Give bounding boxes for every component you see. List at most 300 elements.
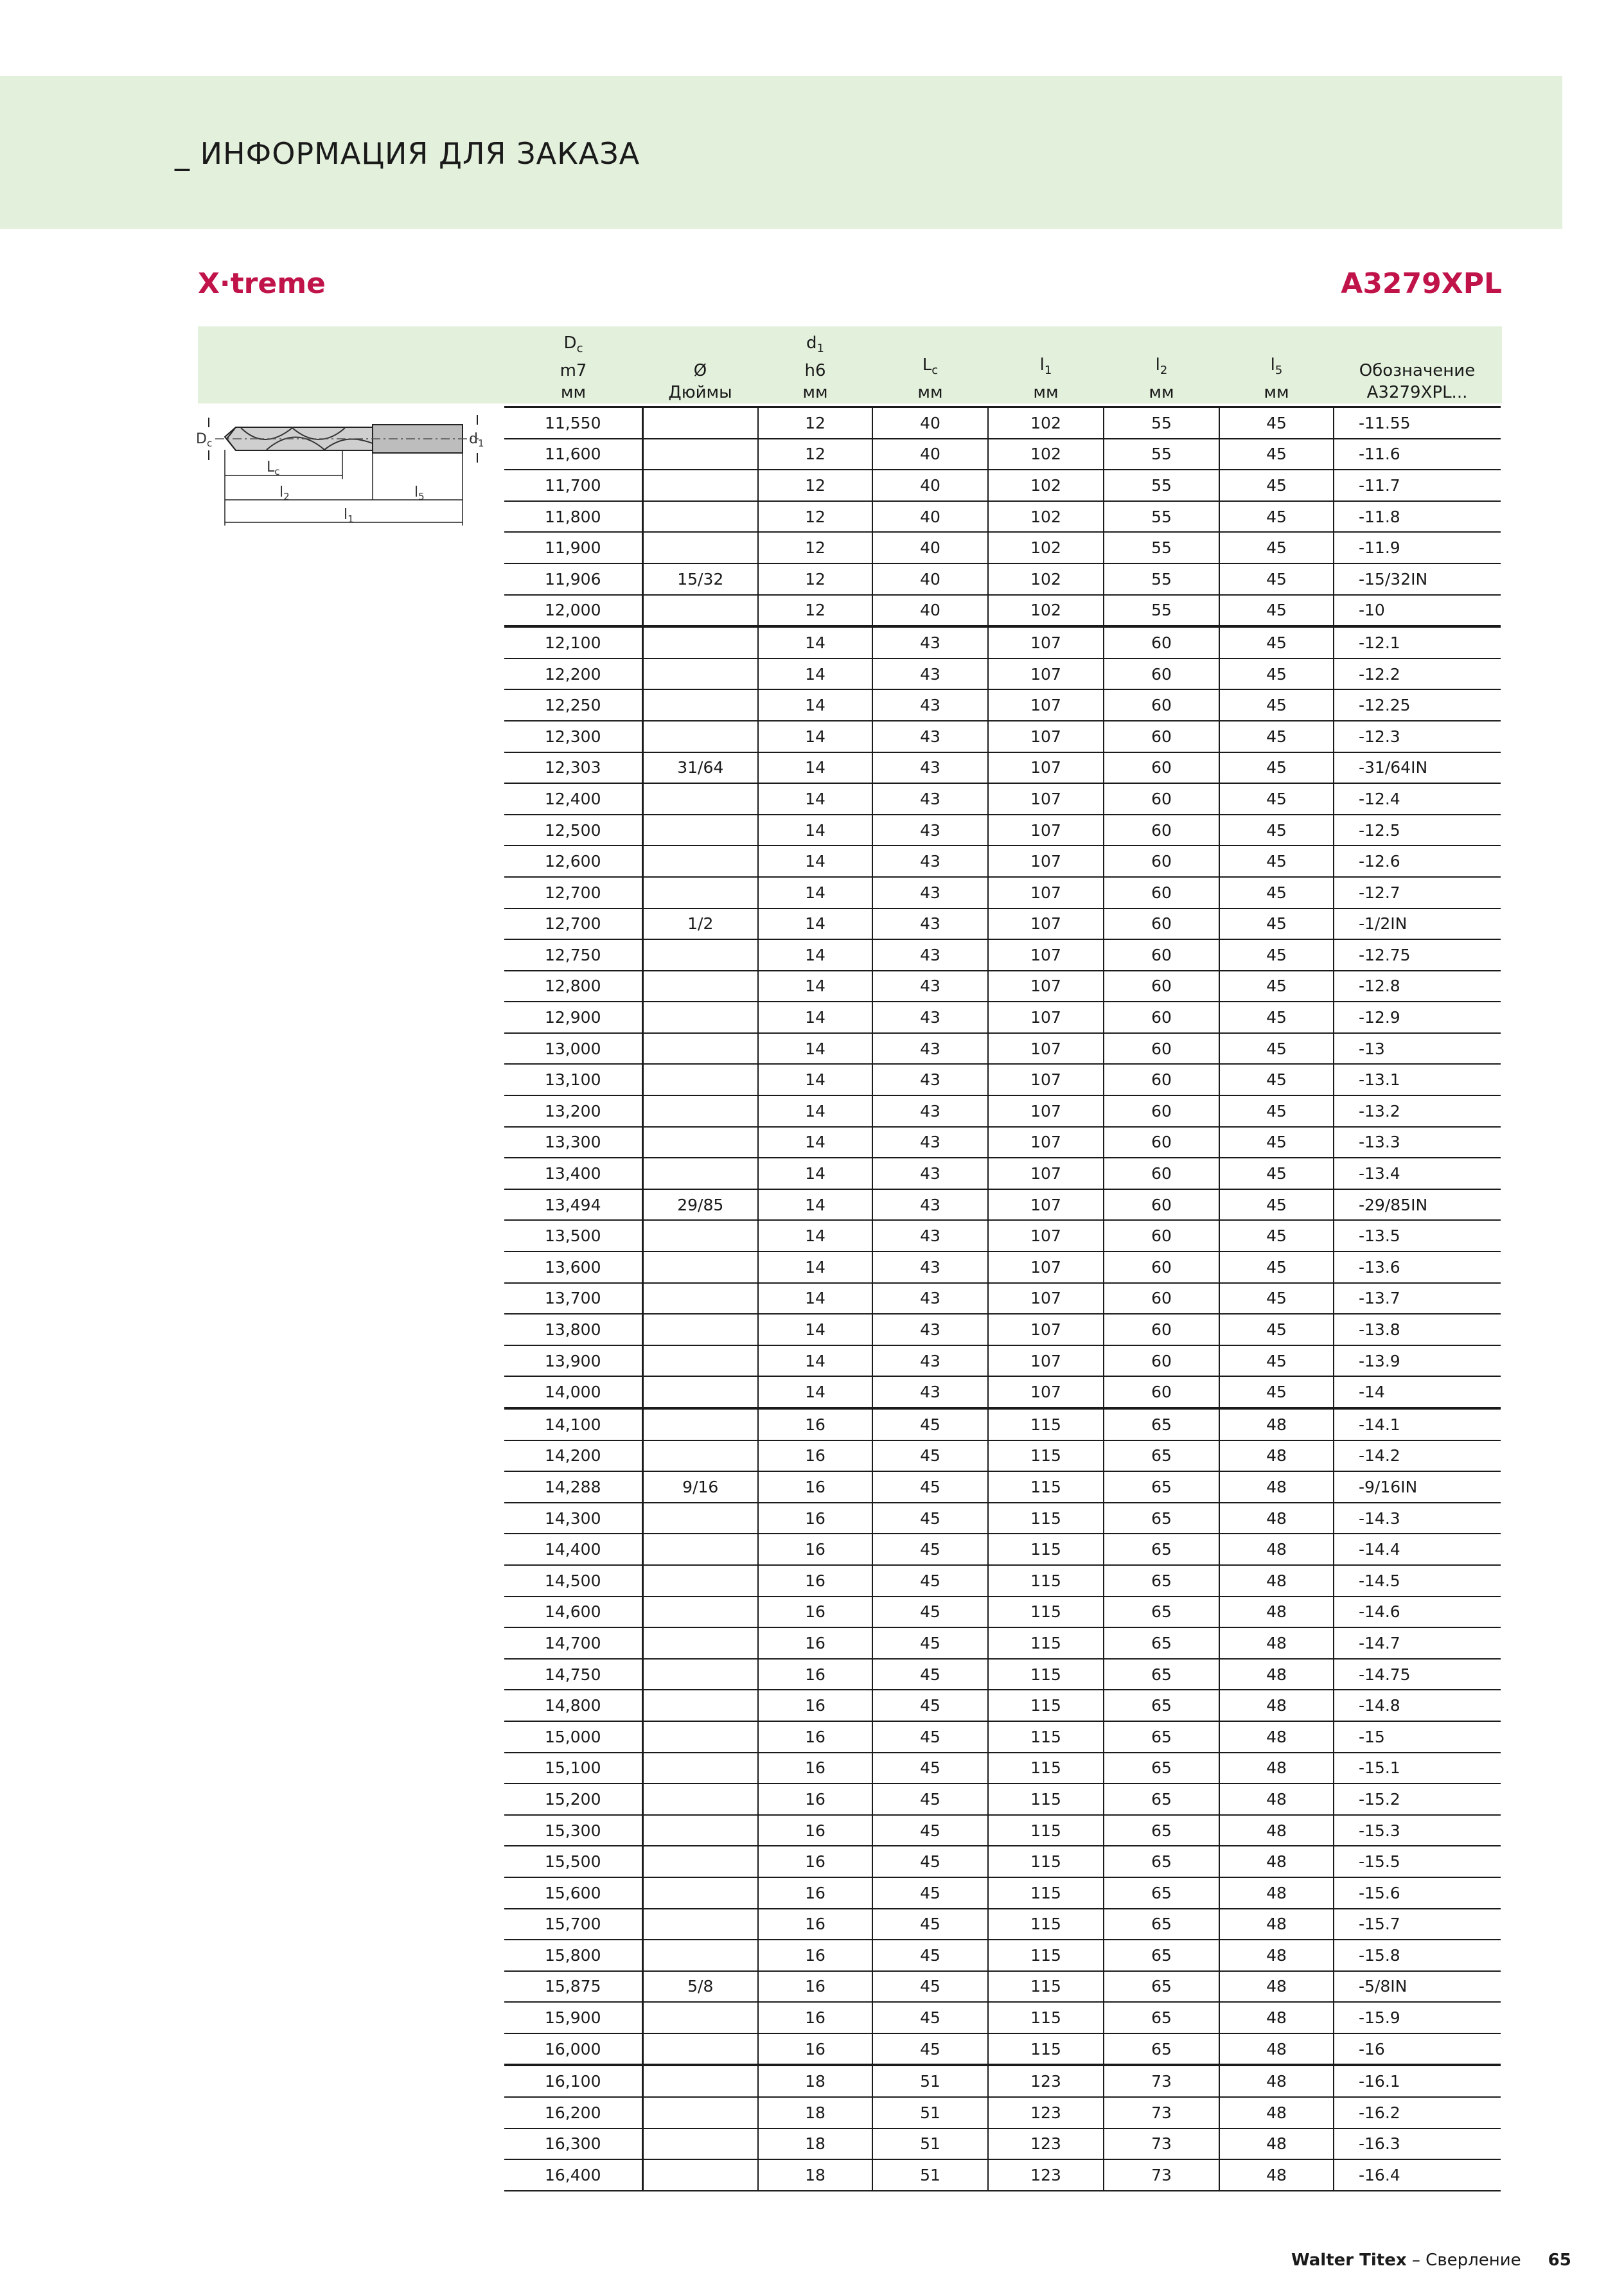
cell-l2: 65 bbox=[1104, 1940, 1219, 1971]
table-row bbox=[504, 1189, 1501, 1221]
cell-inch: 9/16 bbox=[642, 1471, 758, 1503]
cell-designation: -11.8 bbox=[1334, 501, 1501, 533]
cell-lc: 45 bbox=[872, 1971, 988, 2003]
cell-designation: -15.3 bbox=[1334, 1815, 1501, 1846]
cell-dc: 12,900 bbox=[504, 1002, 642, 1033]
cell-l1: 107 bbox=[988, 845, 1104, 877]
header-l5-line2: $l_5$ bbox=[1270, 355, 1283, 377]
cell-l5: 45 bbox=[1219, 563, 1334, 595]
dc-label: $D_c$ bbox=[196, 431, 213, 449]
table-row bbox=[504, 845, 1501, 877]
cell-lc: 45 bbox=[872, 1721, 988, 1753]
cell-l5: 48 bbox=[1219, 1877, 1334, 1909]
cell-d1: 12 bbox=[758, 595, 872, 627]
cell-dc: 11,800 bbox=[504, 501, 642, 533]
cell-d1: 16 bbox=[758, 2033, 872, 2066]
cell-dc: 13,400 bbox=[504, 1158, 642, 1189]
cell-dc: 12,250 bbox=[504, 689, 642, 721]
cell-designation: -16 bbox=[1334, 2033, 1501, 2066]
cell-l1: 107 bbox=[988, 1252, 1104, 1283]
cell-l1: 115 bbox=[988, 1534, 1104, 1565]
cell-inch bbox=[642, 2097, 758, 2129]
cell-l1: 123 bbox=[988, 2065, 1104, 2097]
cell-l1: 115 bbox=[988, 1471, 1104, 1503]
cell-l1: 107 bbox=[988, 752, 1104, 784]
cell-designation: -11.6 bbox=[1334, 439, 1501, 470]
cell-l1: 107 bbox=[988, 1189, 1104, 1221]
cell-l1: 107 bbox=[988, 971, 1104, 1002]
l1-label: $l_1$ bbox=[344, 507, 354, 525]
cell-d1: 14 bbox=[758, 971, 872, 1002]
table-row bbox=[504, 626, 1501, 659]
brand-name: X·treme bbox=[198, 267, 326, 300]
cell-d1: 14 bbox=[758, 1064, 872, 1095]
table-header-row bbox=[504, 326, 1501, 407]
header-inch-line1 bbox=[642, 338, 758, 360]
cell-d1: 14 bbox=[758, 877, 872, 908]
cell-l2: 65 bbox=[1104, 1659, 1219, 1690]
cell-designation: -29/85IN bbox=[1334, 1189, 1501, 1221]
footer-section: – Сверление bbox=[1406, 2251, 1521, 2270]
cell-designation: -14.75 bbox=[1334, 1659, 1501, 1690]
cell-l2: 55 bbox=[1104, 439, 1219, 470]
cell-l5: 45 bbox=[1219, 845, 1334, 877]
cell-inch bbox=[642, 1033, 758, 1065]
cell-inch bbox=[642, 1002, 758, 1033]
cell-inch bbox=[642, 1127, 758, 1158]
cell-l1: 115 bbox=[988, 1846, 1104, 1877]
cell-dc: 12,500 bbox=[504, 815, 642, 846]
cell-inch bbox=[642, 1503, 758, 1534]
cell-l2: 73 bbox=[1104, 2129, 1219, 2160]
cell-dc: 14,300 bbox=[504, 1503, 642, 1534]
header-l2-line2: $l_2$ bbox=[1155, 355, 1168, 377]
cell-d1: 16 bbox=[758, 1565, 872, 1597]
cell-designation: -16.1 bbox=[1334, 2065, 1501, 2097]
cell-designation: -11.55 bbox=[1334, 407, 1501, 439]
cell-d1: 14 bbox=[758, 783, 872, 815]
cell-l2: 65 bbox=[1104, 1565, 1219, 1597]
header-l5-line3: мм bbox=[1264, 383, 1289, 402]
cell-l1: 115 bbox=[988, 1597, 1104, 1628]
header-designation-line1 bbox=[1334, 338, 1501, 360]
cell-designation: -31/64IN bbox=[1334, 752, 1501, 784]
header-lc-line1 bbox=[872, 332, 988, 354]
cell-lc: 51 bbox=[872, 2129, 988, 2160]
cell-lc: 43 bbox=[872, 721, 988, 752]
cell-designation: -13.9 bbox=[1334, 1345, 1501, 1377]
header-d1-line2: h6 bbox=[804, 361, 826, 380]
cell-inch bbox=[642, 1345, 758, 1377]
cell-l2: 60 bbox=[1104, 1376, 1219, 1408]
cell-d1: 16 bbox=[758, 1846, 872, 1877]
cell-l5: 48 bbox=[1219, 2129, 1334, 2160]
cell-d1: 16 bbox=[758, 1721, 872, 1753]
cell-dc: 13,100 bbox=[504, 1064, 642, 1095]
cell-lc: 45 bbox=[872, 1846, 988, 1877]
cell-l2: 65 bbox=[1104, 1627, 1219, 1659]
cell-l2: 60 bbox=[1104, 1095, 1219, 1127]
table-row bbox=[504, 2065, 1501, 2097]
cell-l5: 45 bbox=[1219, 1002, 1334, 1033]
cell-l5: 45 bbox=[1219, 532, 1334, 563]
order-table bbox=[504, 326, 1501, 2191]
table-body bbox=[504, 407, 1501, 2191]
cell-lc: 45 bbox=[872, 1534, 988, 1565]
table-row bbox=[504, 595, 1501, 627]
table-row bbox=[504, 470, 1501, 501]
cell-lc: 43 bbox=[872, 1158, 988, 1189]
cell-d1: 14 bbox=[758, 939, 872, 971]
cell-l1: 107 bbox=[988, 1064, 1104, 1095]
table-row bbox=[504, 1597, 1501, 1628]
header-l1-line3: мм bbox=[1033, 383, 1059, 402]
header-inch bbox=[642, 326, 758, 407]
cell-l5: 48 bbox=[1219, 1753, 1334, 1784]
cell-inch bbox=[642, 939, 758, 971]
cell-l5: 45 bbox=[1219, 595, 1334, 627]
cell-l5: 45 bbox=[1219, 1252, 1334, 1283]
cell-inch bbox=[642, 501, 758, 533]
cell-l5: 48 bbox=[1219, 2159, 1334, 2191]
table-row bbox=[504, 1033, 1501, 1065]
table-row bbox=[504, 439, 1501, 470]
cell-lc: 43 bbox=[872, 752, 988, 784]
cell-lc: 45 bbox=[872, 1909, 988, 1940]
header-l1 bbox=[988, 326, 1104, 407]
cell-inch bbox=[642, 1815, 758, 1846]
cell-d1: 16 bbox=[758, 2002, 872, 2033]
cell-dc: 13,600 bbox=[504, 1252, 642, 1283]
cell-designation: -16.4 bbox=[1334, 2159, 1501, 2191]
cell-l5: 45 bbox=[1219, 1064, 1334, 1095]
table-row bbox=[504, 1846, 1501, 1877]
cell-l5: 48 bbox=[1219, 1971, 1334, 2003]
cell-d1: 12 bbox=[758, 439, 872, 470]
cell-l1: 107 bbox=[988, 1376, 1104, 1408]
table-row bbox=[504, 1721, 1501, 1753]
cell-l1: 107 bbox=[988, 939, 1104, 971]
cell-l5: 45 bbox=[1219, 626, 1334, 659]
table-row bbox=[504, 783, 1501, 815]
cell-lc: 40 bbox=[872, 595, 988, 627]
cell-l5: 45 bbox=[1219, 1127, 1334, 1158]
cell-l1: 107 bbox=[988, 783, 1104, 815]
cell-l2: 73 bbox=[1104, 2065, 1219, 2097]
cell-l1: 115 bbox=[988, 2033, 1104, 2066]
cell-dc: 12,200 bbox=[504, 659, 642, 690]
table-row bbox=[504, 1940, 1501, 1971]
cell-lc: 45 bbox=[872, 2002, 988, 2033]
cell-l5: 45 bbox=[1219, 1220, 1334, 1252]
cell-dc: 14,500 bbox=[504, 1565, 642, 1597]
cell-dc: 12,700 bbox=[504, 908, 642, 940]
cell-lc: 43 bbox=[872, 1345, 988, 1377]
cell-lc: 43 bbox=[872, 908, 988, 940]
page-number: 65 bbox=[1548, 2251, 1571, 2270]
cell-d1: 12 bbox=[758, 532, 872, 563]
cell-l2: 60 bbox=[1104, 877, 1219, 908]
cell-l2: 60 bbox=[1104, 752, 1219, 784]
cell-d1: 16 bbox=[758, 1909, 872, 1940]
cell-inch bbox=[642, 1877, 758, 1909]
cell-designation: -14.8 bbox=[1334, 1690, 1501, 1721]
cell-l2: 60 bbox=[1104, 908, 1219, 940]
cell-d1: 16 bbox=[758, 1503, 872, 1534]
table-row bbox=[504, 971, 1501, 1002]
cell-dc: 16,200 bbox=[504, 2097, 642, 2129]
cell-dc: 14,750 bbox=[504, 1659, 642, 1690]
table-row bbox=[504, 1376, 1501, 1408]
cell-d1: 16 bbox=[758, 1534, 872, 1565]
table-row bbox=[504, 908, 1501, 940]
cell-l5: 48 bbox=[1219, 1408, 1334, 1440]
cell-inch bbox=[642, 1690, 758, 1721]
table-row bbox=[504, 1095, 1501, 1127]
cell-l5: 48 bbox=[1219, 1627, 1334, 1659]
cell-designation: -1/2IN bbox=[1334, 908, 1501, 940]
cell-l2: 65 bbox=[1104, 1690, 1219, 1721]
cell-inch bbox=[642, 1597, 758, 1628]
cell-designation: -13.4 bbox=[1334, 1158, 1501, 1189]
cell-l5: 48 bbox=[1219, 1909, 1334, 1940]
cell-l2: 60 bbox=[1104, 1158, 1219, 1189]
cell-d1: 14 bbox=[758, 1220, 872, 1252]
cell-inch bbox=[642, 1252, 758, 1283]
cell-lc: 45 bbox=[872, 1597, 988, 1628]
cell-designation: -15.7 bbox=[1334, 1909, 1501, 1940]
cell-lc: 45 bbox=[872, 1503, 988, 1534]
cell-inch bbox=[642, 877, 758, 908]
cell-l2: 60 bbox=[1104, 845, 1219, 877]
table-row bbox=[504, 563, 1501, 595]
header-designation-line3: A3279XPL... bbox=[1366, 383, 1468, 402]
cell-d1: 14 bbox=[758, 1095, 872, 1127]
cell-l5: 45 bbox=[1219, 939, 1334, 971]
table-row bbox=[504, 1753, 1501, 1784]
cell-d1: 16 bbox=[758, 1971, 872, 2003]
table-row bbox=[504, 1471, 1501, 1503]
cell-designation: -12.2 bbox=[1334, 659, 1501, 690]
cell-l2: 60 bbox=[1104, 1283, 1219, 1315]
cell-l1: 107 bbox=[988, 1033, 1104, 1065]
cell-dc: 16,400 bbox=[504, 2159, 642, 2191]
header-l5-line1 bbox=[1219, 332, 1334, 354]
cell-l2: 60 bbox=[1104, 939, 1219, 971]
cell-l1: 115 bbox=[988, 1659, 1104, 1690]
cell-l2: 73 bbox=[1104, 2159, 1219, 2191]
cell-designation: -14.1 bbox=[1334, 1408, 1501, 1440]
cell-lc: 43 bbox=[872, 1252, 988, 1283]
table-row bbox=[504, 532, 1501, 563]
l2-label: $l_2$ bbox=[279, 484, 290, 502]
cell-dc: 14,400 bbox=[504, 1534, 642, 1565]
cell-designation: -12.9 bbox=[1334, 1002, 1501, 1033]
cell-lc: 43 bbox=[872, 1002, 988, 1033]
cell-lc: 40 bbox=[872, 563, 988, 595]
cell-inch bbox=[642, 1846, 758, 1877]
cell-l5: 48 bbox=[1219, 1440, 1334, 1472]
cell-inch bbox=[642, 2129, 758, 2160]
cell-dc: 15,875 bbox=[504, 1971, 642, 2003]
cell-designation: -13.8 bbox=[1334, 1314, 1501, 1345]
cell-l1: 123 bbox=[988, 2129, 1104, 2160]
cell-d1: 12 bbox=[758, 563, 872, 595]
cell-l2: 55 bbox=[1104, 595, 1219, 627]
header-l1-line2: $l_1$ bbox=[1039, 355, 1052, 377]
cell-inch bbox=[642, 1784, 758, 1815]
table-row bbox=[504, 659, 1501, 690]
cell-l5: 45 bbox=[1219, 501, 1334, 533]
cell-inch bbox=[642, 845, 758, 877]
cell-dc: 15,100 bbox=[504, 1753, 642, 1784]
cell-l5: 45 bbox=[1219, 470, 1334, 501]
cell-d1: 12 bbox=[758, 470, 872, 501]
cell-lc: 43 bbox=[872, 939, 988, 971]
header-dc-line1: $D_c$ bbox=[563, 333, 583, 355]
cell-l2: 60 bbox=[1104, 659, 1219, 690]
cell-designation: -14.7 bbox=[1334, 1627, 1501, 1659]
cell-inch bbox=[642, 1408, 758, 1440]
cell-dc: 15,500 bbox=[504, 1846, 642, 1877]
cell-inch bbox=[642, 971, 758, 1002]
cell-designation: -13 bbox=[1334, 1033, 1501, 1065]
cell-designation: -12.25 bbox=[1334, 689, 1501, 721]
cell-lc: 45 bbox=[872, 1627, 988, 1659]
cell-lc: 51 bbox=[872, 2159, 988, 2191]
table-row bbox=[504, 1158, 1501, 1189]
table-row bbox=[504, 1314, 1501, 1345]
cell-l2: 65 bbox=[1104, 1909, 1219, 1940]
cell-d1: 14 bbox=[758, 626, 872, 659]
header-d1-line3: мм bbox=[802, 383, 828, 402]
cell-dc: 13,300 bbox=[504, 1127, 642, 1158]
cell-l5: 45 bbox=[1219, 752, 1334, 784]
product-code: A3279XPL bbox=[1341, 267, 1502, 300]
cell-lc: 45 bbox=[872, 1440, 988, 1472]
cell-inch bbox=[642, 689, 758, 721]
cell-inch bbox=[642, 783, 758, 815]
cell-dc: 15,700 bbox=[504, 1909, 642, 1940]
cell-l2: 73 bbox=[1104, 2097, 1219, 2129]
cell-l5: 45 bbox=[1219, 1033, 1334, 1065]
table-row bbox=[504, 501, 1501, 533]
cell-dc: 15,300 bbox=[504, 1815, 642, 1846]
cell-dc: 11,906 bbox=[504, 563, 642, 595]
cell-lc: 43 bbox=[872, 626, 988, 659]
cell-l1: 107 bbox=[988, 815, 1104, 846]
cell-l5: 48 bbox=[1219, 1721, 1334, 1753]
cell-l2: 65 bbox=[1104, 1503, 1219, 1534]
cell-l1: 115 bbox=[988, 1627, 1104, 1659]
cell-l2: 65 bbox=[1104, 1784, 1219, 1815]
cell-l1: 102 bbox=[988, 595, 1104, 627]
cell-l1: 107 bbox=[988, 1220, 1104, 1252]
cell-lc: 43 bbox=[872, 659, 988, 690]
cell-l5: 48 bbox=[1219, 1846, 1334, 1877]
cell-dc: 12,600 bbox=[504, 845, 642, 877]
cell-d1: 16 bbox=[758, 1440, 872, 1472]
cell-lc: 43 bbox=[872, 689, 988, 721]
cell-l5: 45 bbox=[1219, 1158, 1334, 1189]
drill-drawing bbox=[196, 403, 485, 538]
cell-lc: 40 bbox=[872, 470, 988, 501]
cell-dc: 14,200 bbox=[504, 1440, 642, 1472]
cell-d1: 14 bbox=[758, 815, 872, 846]
cell-l1: 107 bbox=[988, 1127, 1104, 1158]
cell-lc: 43 bbox=[872, 1127, 988, 1158]
cell-d1: 12 bbox=[758, 407, 872, 439]
table-row bbox=[504, 1252, 1501, 1283]
header-dc-line2: m7 bbox=[560, 361, 587, 380]
cell-lc: 45 bbox=[872, 1940, 988, 1971]
cell-designation: -16.3 bbox=[1334, 2129, 1501, 2160]
cell-lc: 43 bbox=[872, 971, 988, 1002]
table-row bbox=[504, 2129, 1501, 2160]
cell-inch bbox=[642, 1158, 758, 1189]
cell-d1: 14 bbox=[758, 845, 872, 877]
cell-designation: -13.2 bbox=[1334, 1095, 1501, 1127]
cell-d1: 16 bbox=[758, 1877, 872, 1909]
cell-l2: 60 bbox=[1104, 783, 1219, 815]
cell-l1: 107 bbox=[988, 908, 1104, 940]
cell-designation: -12.75 bbox=[1334, 939, 1501, 971]
cell-l2: 55 bbox=[1104, 407, 1219, 439]
cell-dc: 16,000 bbox=[504, 2033, 642, 2066]
cell-inch bbox=[642, 2002, 758, 2033]
table-row bbox=[504, 877, 1501, 908]
cell-inch bbox=[642, 1314, 758, 1345]
cell-lc: 40 bbox=[872, 439, 988, 470]
cell-l5: 48 bbox=[1219, 1565, 1334, 1597]
cell-l5: 48 bbox=[1219, 1534, 1334, 1565]
cell-lc: 45 bbox=[872, 1408, 988, 1440]
cell-d1: 14 bbox=[758, 1002, 872, 1033]
cell-l2: 60 bbox=[1104, 1220, 1219, 1252]
cell-dc: 15,000 bbox=[504, 1721, 642, 1753]
table-row bbox=[504, 939, 1501, 971]
footer-brand: Walter Titex bbox=[1291, 2251, 1407, 2270]
header-lc-line3: мм bbox=[917, 383, 943, 402]
cell-dc: 14,600 bbox=[504, 1597, 642, 1628]
cell-designation: -12.6 bbox=[1334, 845, 1501, 877]
cell-d1: 14 bbox=[758, 1033, 872, 1065]
cell-d1: 18 bbox=[758, 2129, 872, 2160]
cell-dc: 12,800 bbox=[504, 971, 642, 1002]
cell-l2: 65 bbox=[1104, 2033, 1219, 2066]
cell-dc: 13,494 bbox=[504, 1189, 642, 1221]
cell-dc: 12,000 bbox=[504, 595, 642, 627]
cell-dc: 16,100 bbox=[504, 2065, 642, 2097]
cell-inch bbox=[642, 1627, 758, 1659]
cell-lc: 45 bbox=[872, 1815, 988, 1846]
cell-dc: 14,000 bbox=[504, 1376, 642, 1408]
cell-designation: -15 bbox=[1334, 1721, 1501, 1753]
cell-l5: 45 bbox=[1219, 783, 1334, 815]
cell-designation: -13.1 bbox=[1334, 1064, 1501, 1095]
cell-l2: 55 bbox=[1104, 470, 1219, 501]
cell-lc: 43 bbox=[872, 877, 988, 908]
table-row bbox=[504, 1534, 1501, 1565]
cell-l1: 115 bbox=[988, 1971, 1104, 2003]
cell-lc: 51 bbox=[872, 2065, 988, 2097]
cell-lc: 43 bbox=[872, 1314, 988, 1345]
cell-dc: 13,200 bbox=[504, 1095, 642, 1127]
table-row bbox=[504, 1345, 1501, 1377]
cell-inch bbox=[642, 1283, 758, 1315]
cell-inch bbox=[642, 470, 758, 501]
header-l2-line3: мм bbox=[1149, 383, 1174, 402]
